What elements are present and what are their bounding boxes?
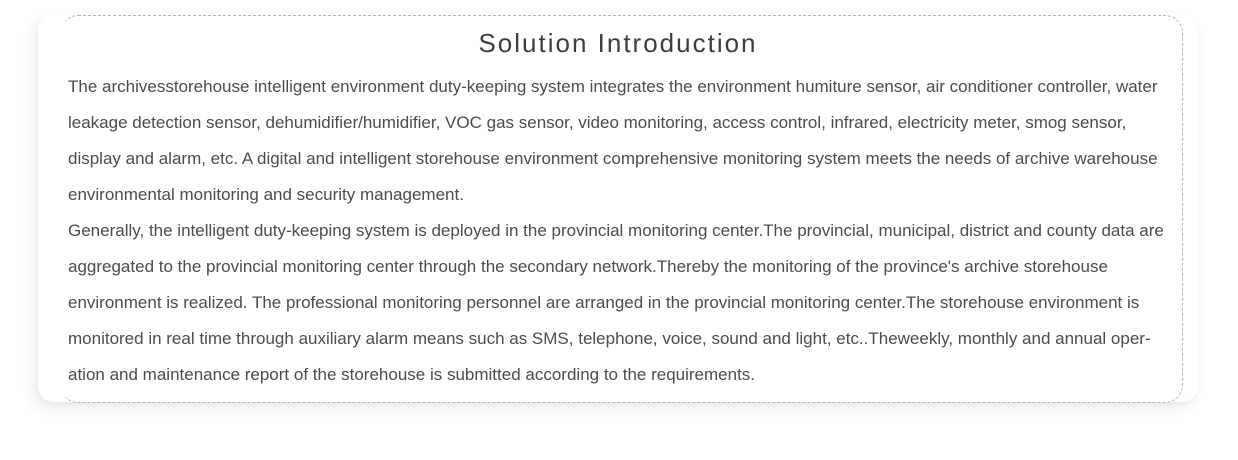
intro-paragraph-2: Generally, the intelligent duty-keeping system is deployed in the provincial monitoring center.The provincial, municipal, district and county data are aggregated to the provincial monitoring center through the secondary network.Thereby the monitoring of the province's archive storehouse environment is realized. The professional monitoring personnel are arranged in the provincial monitoring center.The storehouse environment is monitored in real time through auxiliary alarm means such as SMS, telephone, voice, sound and light, etc..Theweekly, monthly and annual operation and maintenance report of the storehouse is submitted according to the requirements. [68, 221, 1164, 384]
solution-intro-title: Solution Introduction [478, 28, 758, 58]
intro-paragraph-1: The archivesstorehouse intelligent environment duty-keeping system integrates the environment humiture sensor, air conditioner controller, water leakage detection sensor, dehumidifier/humidifier, VOC gas sensor, video monitoring, access control, infrared, electricity meter, smog sensor, display and alarm, etc. A digital and intelligent storehouse environment comprehensive monitoring system meets the needs of archive warehouse environmental monitoring and security management. [68, 77, 1158, 204]
solution-intro-card [38, 13, 1198, 402]
solution-intro-body [68, 69, 1168, 393]
